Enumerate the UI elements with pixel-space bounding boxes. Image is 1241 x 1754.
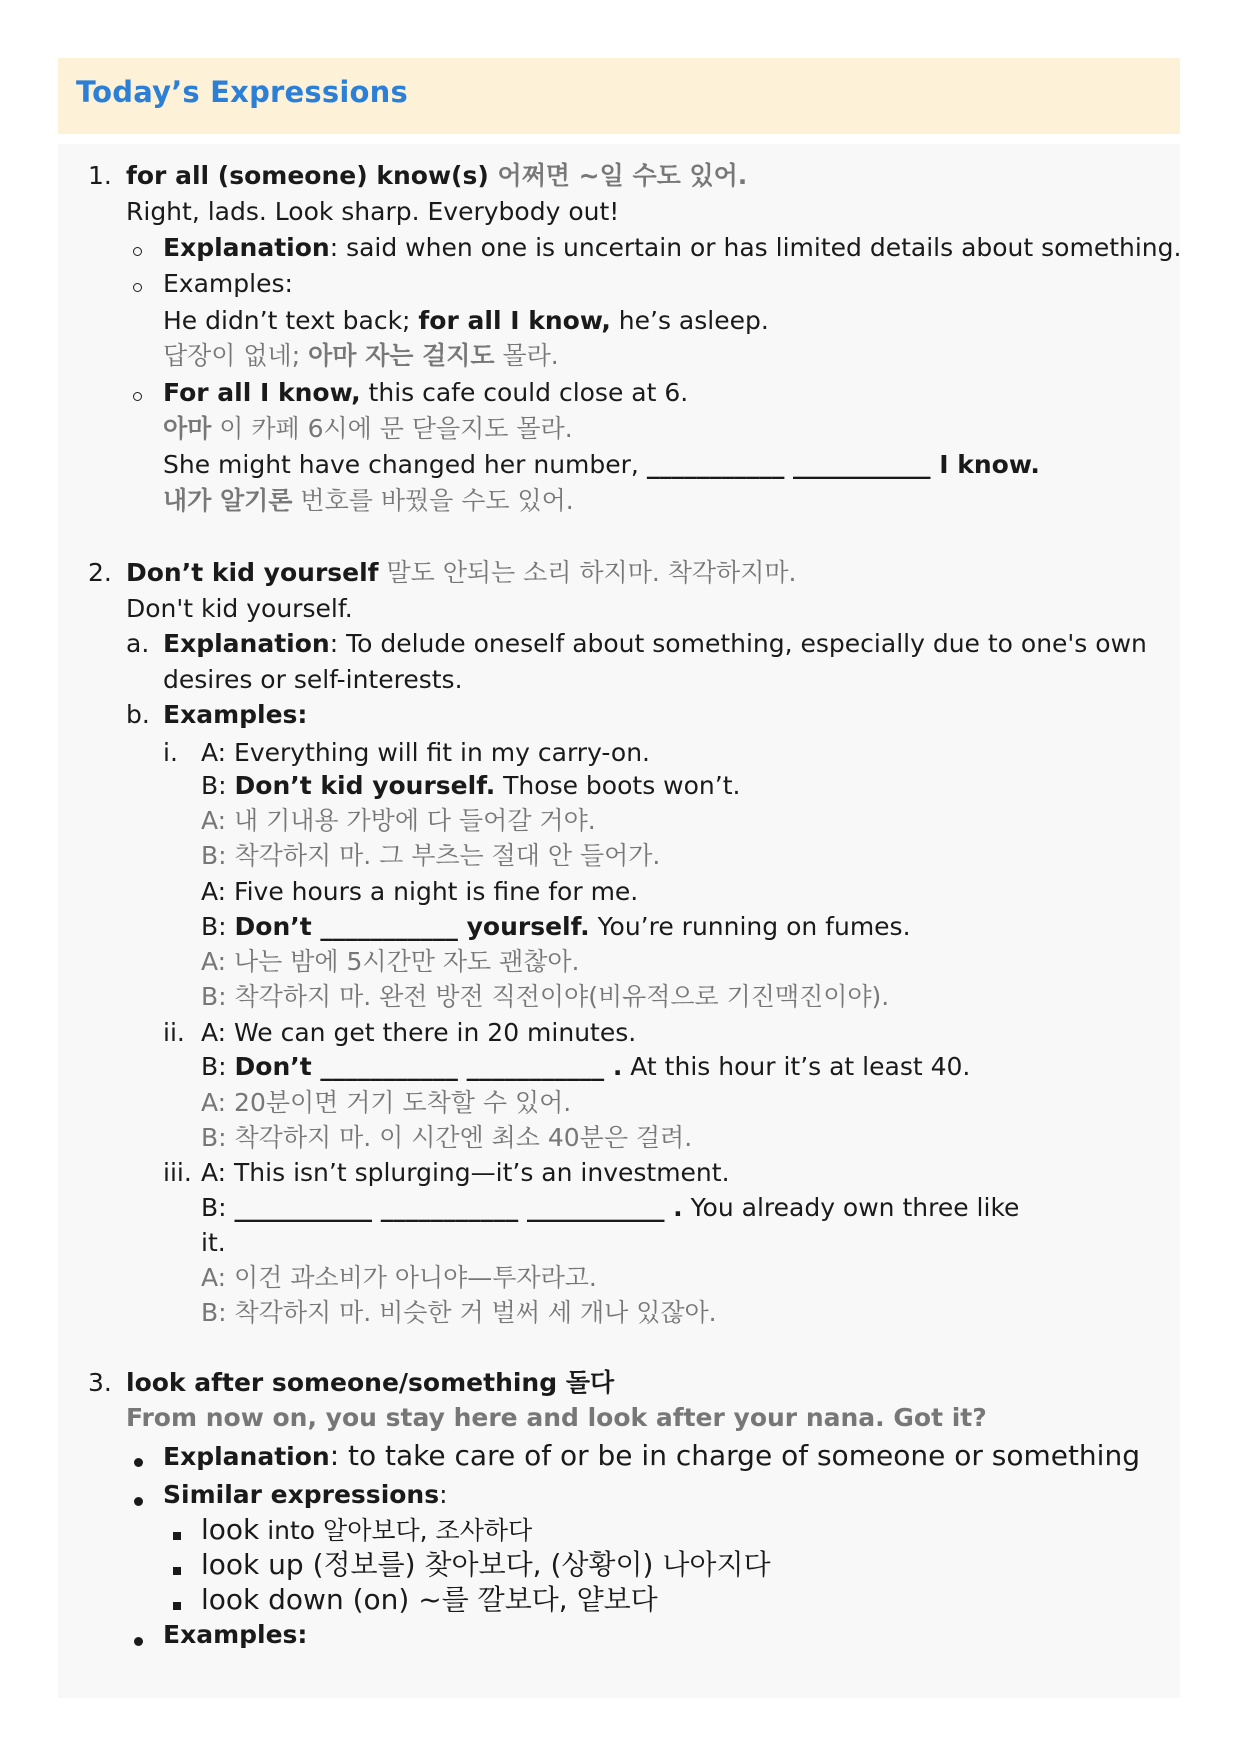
examples-label: Examples: xyxy=(163,1620,308,1649)
label-colon: : xyxy=(439,1480,448,1509)
example-text: You’re running on fumes. xyxy=(589,912,911,941)
expression-korean: 돌다 xyxy=(557,1368,615,1397)
example-translation xyxy=(163,340,559,372)
examples-label: Examples: xyxy=(163,700,308,729)
example-text: You already own three like xyxy=(682,1193,1020,1222)
dialogue-translation: A: 이건 과소비가 아니야—투자라고. xyxy=(201,1263,597,1292)
circle-bullet-icon xyxy=(133,283,142,292)
explanation-label: Explanation xyxy=(163,629,330,658)
dialogue-translation: B: 착각하지 마. 이 시간엔 최소 40분은 걸려. xyxy=(201,1123,693,1152)
expression-term: for all (someone) know(s) xyxy=(126,161,489,190)
example-line xyxy=(163,305,769,337)
dialogue-line xyxy=(201,770,740,802)
translation-text: 몰라. xyxy=(494,341,559,370)
square-bullet-icon xyxy=(173,1567,181,1575)
fill-in-blank: ___________ ___________ I know. xyxy=(646,450,1040,479)
fill-in-blank: Don’t ___________ yourself. xyxy=(234,912,590,941)
translation-highlight: 아마 xyxy=(163,414,212,443)
translation-highlight: 아마 자는 걸지도 xyxy=(308,341,495,370)
expression-term: Don’t kid yourself xyxy=(126,558,379,587)
dialogue-line: A: Five hours a night is fine for me. xyxy=(201,877,639,906)
example-highlight: Don’t kid yourself. xyxy=(234,771,496,800)
explanation-text: desires or self-interests. xyxy=(163,665,463,694)
example-text: he’s asleep. xyxy=(610,306,769,335)
fill-in-blank: ___________ ___________ ___________ . xyxy=(234,1193,683,1222)
dialogue-line xyxy=(201,1051,970,1083)
item-number: 1. xyxy=(88,161,112,190)
dialogue-line xyxy=(201,911,911,943)
circle-bullet-icon xyxy=(133,247,142,256)
square-bullet-icon xyxy=(173,1532,181,1540)
explanation-text: : to take care of or be in charge of someone or something xyxy=(329,1439,1140,1472)
example-text: Those boots won’t. xyxy=(495,771,741,800)
translation-highlight: 내가 알기론 xyxy=(163,486,293,515)
expression-korean: 말도 안되는 소리 하지마. 착각하지마. xyxy=(378,558,797,587)
example-translation xyxy=(163,485,574,517)
dialogue-translation: A: 20분이면 거기 도착할 수 있어. xyxy=(201,1088,572,1117)
section-header xyxy=(58,58,1180,134)
explanation-line xyxy=(163,628,1147,660)
example-text: this cafe could close at 6. xyxy=(360,378,689,407)
dialogue-translation: B: 착각하지 마. 완전 방전 직전이야(비유적으로 기진맥진이야). xyxy=(201,982,890,1011)
dialogue-translation: A: 내 기내용 가방에 다 들어갈 거야. xyxy=(201,806,596,835)
bullet-icon xyxy=(134,1637,143,1646)
similar-expression-item xyxy=(201,1514,532,1547)
bullet-icon xyxy=(134,1497,143,1506)
dialogue-line: it. xyxy=(201,1228,226,1257)
expression-heading xyxy=(126,557,796,589)
circle-bullet-icon xyxy=(133,392,142,401)
translation-text: 번호를 바꿨을 수도 있어. xyxy=(292,486,574,515)
expression-heading xyxy=(126,1367,614,1399)
expression-heading xyxy=(126,160,747,192)
dialogue-line: A: Everything will fit in my carry-on. xyxy=(201,738,650,767)
dialogue-translation: B: 착각하지 마. 비슷한 거 벌써 세 개나 있잖아. xyxy=(201,1298,717,1327)
bullet-icon xyxy=(134,1458,143,1467)
phrasal-verb: look xyxy=(201,1513,260,1546)
example-text: At this hour it’s at least 40. xyxy=(622,1052,971,1081)
dialogue-line: A: We can get there in 20 minutes. xyxy=(201,1018,637,1047)
expression-term: look after someone/something xyxy=(126,1368,558,1397)
quote-line: Right, lads. Look sharp. Everybody out! xyxy=(126,197,620,226)
example-line xyxy=(163,377,688,409)
speaker: B: xyxy=(201,912,235,941)
example-highlight: for all I know, xyxy=(418,306,611,335)
list-marker: i. xyxy=(163,738,178,767)
dialogue-line: A: This isn’t splurging—it’s an investment. xyxy=(201,1158,730,1187)
translation-text: 답장이 없네; xyxy=(163,341,309,370)
example-text: He didn’t text back; xyxy=(163,306,419,335)
page-title: Today’s Expressions xyxy=(76,75,408,109)
quote-line: Don't kid yourself. xyxy=(126,594,353,623)
explanation-text: : To delude oneself about something, especially due to one's own xyxy=(329,629,1147,658)
example-highlight: For all I know, xyxy=(163,378,361,407)
list-marker: ii. xyxy=(163,1018,185,1047)
dialogue-line xyxy=(201,1192,1019,1224)
expression-korean: 어쩌면 ~일 수도 있어. xyxy=(488,161,748,190)
similar-expressions-line xyxy=(163,1479,448,1511)
examples-label: Examples: xyxy=(163,269,293,298)
explanation-label: Explanation xyxy=(163,233,330,262)
similar-expressions-label: Similar expressions xyxy=(163,1480,440,1509)
list-marker: a. xyxy=(126,629,150,658)
phrasal-verb-meaning: into 알아보다, 조사하다 xyxy=(259,1516,533,1545)
explanation-label: Explanation xyxy=(163,1442,330,1471)
speaker: B: xyxy=(201,1052,235,1081)
example-text: She might have changed her number, xyxy=(163,450,647,479)
translation-text: 이 카페 6시에 문 닫을지도 몰라. xyxy=(211,414,573,443)
dialogue-translation: B: 착각하지 마. 그 부츠는 절대 안 들어가. xyxy=(201,841,661,870)
explanation-line xyxy=(163,1440,1140,1473)
example-translation xyxy=(163,413,573,445)
fill-in-blank: Don’t ___________ ___________ . xyxy=(234,1052,623,1081)
dialogue-translation: A: 나는 밤에 5시간만 자도 괜찮아. xyxy=(201,947,580,976)
similar-expression-item: look up (정보를) 찾아보다, (상황이) 나아지다 xyxy=(201,1548,771,1581)
list-marker: b. xyxy=(126,700,150,729)
explanation-line xyxy=(163,232,1181,264)
explanation-text: : said when one is uncertain or has limited details about something. xyxy=(329,233,1182,262)
item-number: 2. xyxy=(88,558,112,587)
speaker: B: xyxy=(201,771,235,800)
item-number: 3. xyxy=(88,1368,112,1397)
example-line xyxy=(163,449,1040,481)
square-bullet-icon xyxy=(173,1602,181,1610)
list-marker: iii. xyxy=(163,1158,192,1187)
similar-expression-item: look down (on) ~를 깔보다, 얕보다 xyxy=(201,1583,658,1616)
speaker: B: xyxy=(201,1193,235,1222)
quote-line: From now on, you stay here and look after your nana. Got it? xyxy=(126,1403,987,1432)
